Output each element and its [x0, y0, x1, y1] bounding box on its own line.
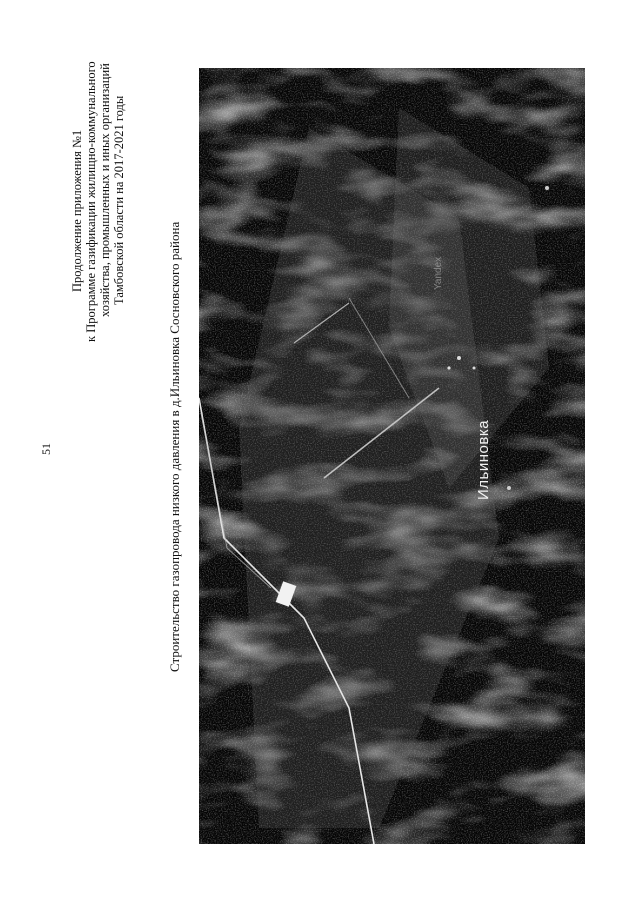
- page-number: 51: [39, 443, 53, 455]
- map-caption: Строительство газопровода низкого давления в д.Ильиновка Сосновского района: [167, 221, 182, 672]
- map-watermark: Yandex: [433, 256, 444, 290]
- header-line-2: к Программе газификации жилищно-коммунального: [84, 61, 98, 342]
- header-line-1: Продолжение приложения №1: [70, 129, 84, 292]
- satellite-map-image: [199, 68, 585, 844]
- header-line-4: Тамбовской области на 2017-2021 годы: [112, 95, 126, 305]
- header-line-3: хозяйства, промышленных и иных организаций: [98, 63, 112, 317]
- map-place-label: Ильиновка: [475, 419, 492, 500]
